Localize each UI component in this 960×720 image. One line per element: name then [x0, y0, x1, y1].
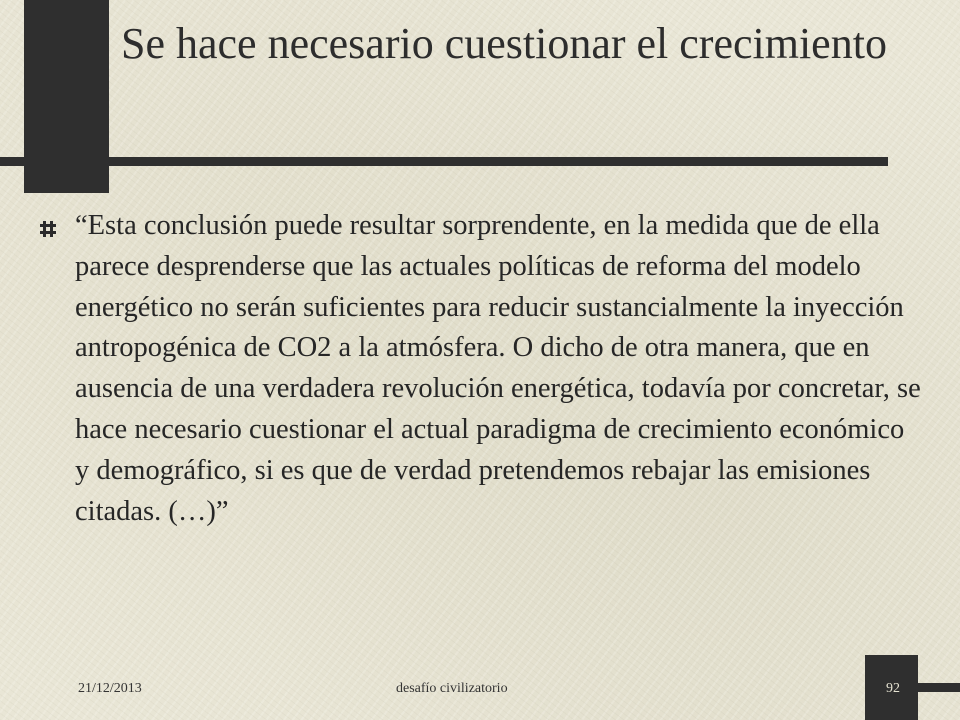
footer-date: 21/12/2013	[78, 681, 142, 696]
hash-bullet-icon	[40, 221, 56, 237]
slide-title: Se hace necesario cuestionar el crecimiento	[121, 19, 887, 68]
bullet-text: “Esta conclusión puede resultar sorprendente, en la medida que de ella parece desprenderse que las actuales políticas de reforma del modelo energético no serán suficientes para reducir sustancialmente la inyección antropogénica de CO2 a la atmósfera. O dicho de otra manera, que en ausencia de una verdadera revolución energética, todavía por concretar, se hace necesario cuestionar el actual paradigma de crecimiento económico y demográfico, si es que de verdad pretendemos rebajar las emisiones citadas. (…)”	[75, 210, 921, 527]
page-number: 92	[886, 681, 900, 696]
title-divider-rule	[0, 157, 888, 166]
footer-caption: desafío civilizatorio	[396, 681, 508, 696]
